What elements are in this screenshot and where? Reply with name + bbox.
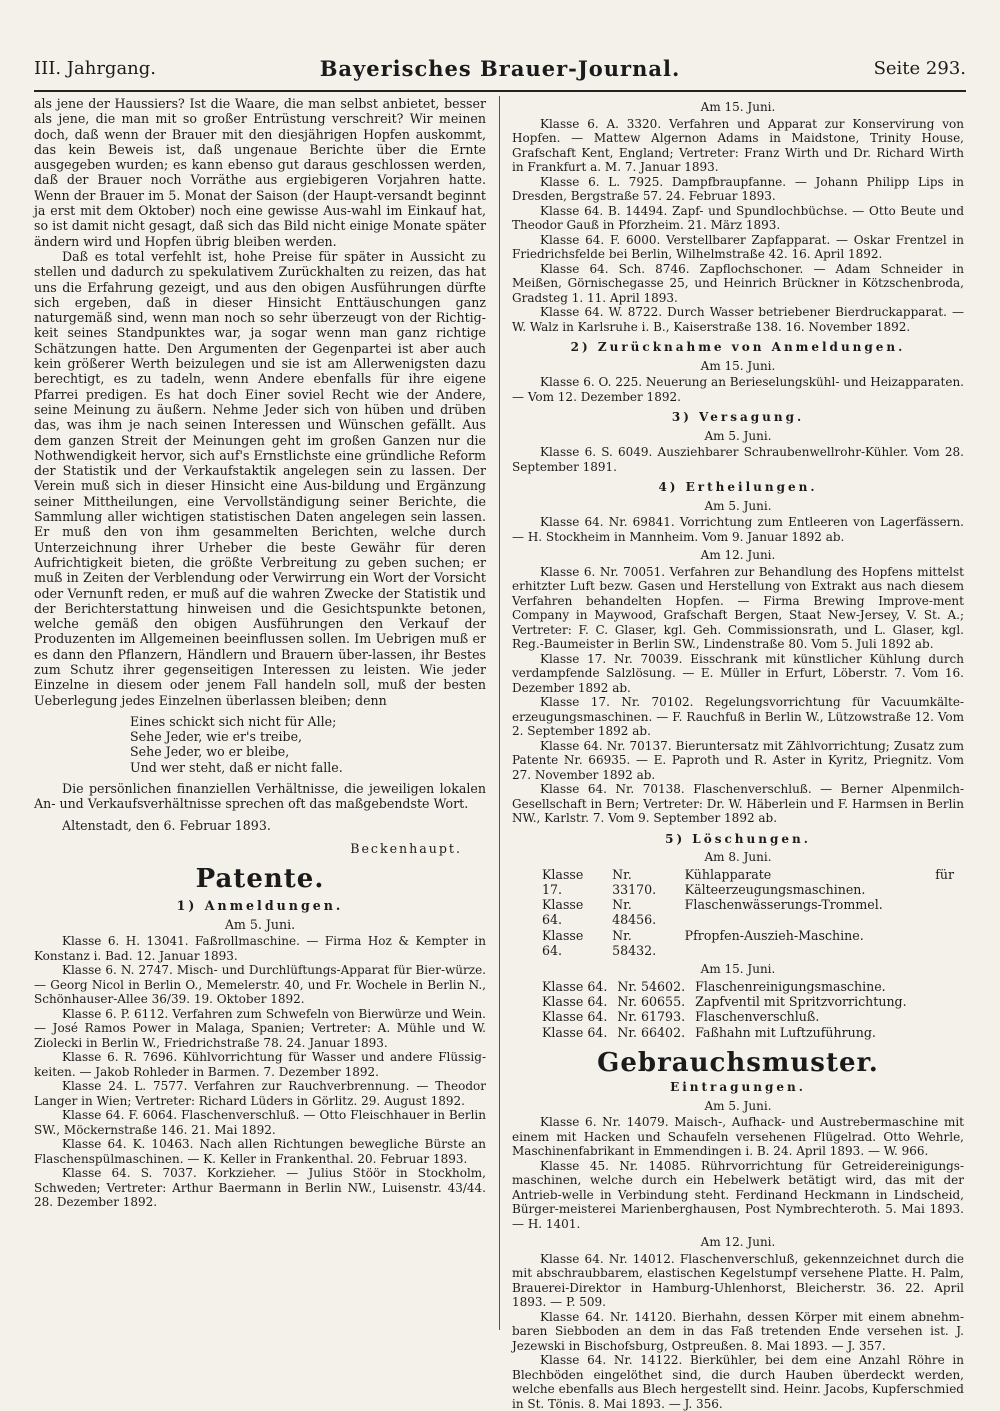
- date-line: Am 12. Juni.: [700, 1235, 776, 1250]
- utility-model-entry: Klasse 45. Nr. 14085. Rührvorrichtung für Getreidereinigungs-maschinen, welche durch ein Hebelwerk betätigt wird, das mit der Antrieb-welle in Verbindung steht. Ferdinand Heckmann in Lindscheid, Bürger-meisterei Marienberghausen, Post Nymbrechteroth. 5. Mai 1893. — H. 1401.: [512, 1158, 964, 1231]
- verse-line: Sehe Jeder, wo er bleibe,: [130, 744, 290, 760]
- number-cell: Nr. 58432.: [612, 927, 657, 958]
- class-cell: Klasse 64.: [542, 978, 608, 994]
- patent-entry: Klasse 6. N. 2747. Misch- und Durchlüftungs-Apparat für Bier-würze. — Georg Nicol in Berlin O., Memelerstr. 40, und Fr. Wochele in Berlin N., Schönhauser-Allee 36/39. 19. Oktober 1892.: [34, 963, 486, 1007]
- class-cell: Klasse 17.: [542, 866, 584, 897]
- section-heading-gebrauchsmuster: Gebrauchsmuster.: [597, 1047, 879, 1078]
- verse-line: Und wer steht, daß er nicht falle.: [130, 759, 343, 775]
- number-cell: Nr. 33170.: [612, 866, 657, 897]
- title-cell: Zapfventil mit Spritzvorrichtung.: [695, 994, 907, 1010]
- utility-model-entry: Klasse 64. Nr. 14012. Flaschenverschluß, gekennzeichnet durch die mit abschraubbarem, elastischen Kegelstumpf versehene Platte. H. Palm, Brauerei-Direktor in Hamburg-Uhlenhorst, Bleicherstr. 36. 22. April 1893. — P. 509.: [512, 1251, 964, 1310]
- subsection-heading: 3) Versagung.: [671, 410, 805, 424]
- column-divider: [499, 96, 500, 1330]
- patent-entry: Klasse 64. K. 10463. Nach allen Richtungen bewegliche Bürste an Flaschenspülmaschinen. — K. Keller in Frankenthal. 20. Februar 1893.: [34, 1137, 486, 1166]
- table-row: [542, 1009, 917, 1024]
- page-number: Seite 293.: [873, 58, 966, 79]
- patent-entry: Klasse 6. L. 7925. Dampfbraupfanne. — Johann Philipp Lips in Dresden, Bergstraße 57. 24. Februar 1893.: [512, 174, 964, 203]
- title-cell: Flaschenreinigungsmaschine.: [695, 978, 886, 994]
- patent-entry: Klasse 64. Nr. 70137. Bieruntersatz mit Zählvorrichtung; Zusatz zum Patente Nr. 66935. — E. Paproth und R. Aster in Kyritz, Priegnitz. Vom 27. November 1892 ab.: [512, 738, 964, 782]
- right-column: [512, 96, 964, 1411]
- number-cell: Nr. 61793.: [617, 1009, 686, 1025]
- patent-entry: Klasse 6. P. 6112. Verfahren zum Schwefeln von Bierwürze und Wein. — José Ramos Power in Malaga, Spanien; Vertreter: A. Mühle und W. Ziolecki in Berlin W., Friedrichstraße 78. 24. Januar 1893.: [34, 1006, 486, 1050]
- verse-quote: [130, 714, 486, 775]
- deletions-table: [542, 867, 964, 959]
- title-cell: Flaschenverschluß.: [695, 1009, 820, 1025]
- number-cell: Nr. 60655.: [617, 994, 686, 1010]
- volume-label: III. Jahrgang.: [34, 58, 157, 79]
- class-cell: Klasse 64.: [542, 927, 584, 958]
- table-row: [542, 979, 917, 994]
- patent-entry: Klasse 6. Nr. 70051. Verfahren zur Behandlung des Hopfens mittelst erhitzter Luft bezw. Gasen und Herstellung von Extrakt aus nach diesem Verfahren behandelten Hopfen. — Firma Brewing Improve-ment Company in Maywood, Grafschaft Bergen, Staat New-Jersey, V. St. A.; Vertreter: F. C. Glaser, kgl. Geh. Commissionsrath, und L. Glaser, kgl. Reg.-Baumeister in Berlin SW., Lindenstraße 80. Vom 5. Juli 1892 ab.: [512, 564, 964, 651]
- date-line: Am 12. Juni.: [700, 548, 776, 562]
- patent-entry: Klasse 6. H. 13041. Faßrollmaschine. — Firma Hoz & Kempter in Konstanz i. Bad. 12. Januar 1893.: [34, 934, 486, 963]
- author-signature: Beckenhaupt.: [350, 840, 462, 856]
- title-cell: Faßhahn mit Luftzuführung.: [695, 1024, 876, 1040]
- number-cell: Nr. 54602.: [617, 978, 686, 994]
- verse-line: Sehe Jeder, wie er's treibe,: [130, 729, 303, 745]
- table-row: [542, 897, 964, 928]
- patent-entry: Klasse 17. Nr. 70102. Regelungsvorrichtung für Vacuumkälte-erzeugungsmaschinen. — F. Rauchfuß in Berlin W., Lützowstraße 12. Vom 2. September 1892 ab.: [512, 695, 964, 738]
- date-line: Am 5. Juni.: [704, 1098, 772, 1113]
- patent-entry: Klasse 6. R. 7696. Kühlvorrichtung für Wasser und andere Flüssig-keiten. — Jakob Rohleder in Barmen. 7. Dezember 1892.: [34, 1050, 486, 1079]
- number-cell: Nr. 66402.: [617, 1024, 686, 1040]
- class-cell: Klasse 64.: [542, 1024, 608, 1040]
- patent-entry: Klasse 6. A. 3320. Verfahren und Apparat zur Konservirung von Hopfen. — Mattew Algernon Adams in Maidstone, Trinity House, Grafschaft Kent, England; Vertreter: Franz Wirth und Dr. Richard Wirth in Frankfurt a. M. 7. Januar 1893.: [512, 116, 964, 174]
- table-row: [542, 994, 917, 1009]
- patent-entry: Klasse 64. W. 8722. Durch Wasser betriebener Bierdruckapparat. — W. Walz in Karlsruhe i. B., Kaiserstraße 138. 16. November 1892.: [512, 305, 964, 334]
- place-date: Altenstadt, den 6. Februar 1893.: [62, 817, 271, 833]
- deletions-table: [542, 979, 917, 1040]
- date-line: Am 15. Juni.: [700, 962, 776, 977]
- date-line: Am 15. Juni.: [700, 358, 776, 373]
- title-cell: Flaschenwässerungs-Trommel.: [684, 897, 883, 913]
- patent-entry: Klasse 64. F. 6064. Flaschenverschluß. — Otto Fleischhauer in Berlin SW., Möckernstraße 146. 21. Mai 1892.: [34, 1108, 486, 1137]
- left-column: [34, 96, 486, 1210]
- verse-line: Eines schickt sich nicht für Alle;: [130, 713, 337, 729]
- article-paragraph: als jene der Haussiers? Ist die Waare, die man selbst anbietet, besser als jene, die man mit so großer Entrüstung verschreit? Wir meinen doch, daß wenn der Brauer mit den diesjährigen Hopfen auskommt, das kein Beweis ist, daß ungenaue Berichte über die Ernte ausgegeben wurden; es kann ebenso gut daraus geschlossen werden, daß der Brauer noch Vorräthe aus ergiebigeren Vorjahren hatte. Wenn der Brauer im 5. Monat der Saison (der Haupt-versandt beginnt ja erst mit dem Oktober) noch eine gewisse Aus-wahl im Einkauf hat, so ist damit nicht gesagt, daß sich das Bild nicht einige Monate später ändern wird und Hopfen übrig bleiben werden.: [34, 96, 486, 249]
- date-line: Am 5. Juni.: [224, 916, 296, 932]
- patent-entry: Klasse 6. O. 225. Neuerung an Berieselungskühl- und Heizapparaten. — Vom 12. Dezember 1892.: [512, 375, 964, 404]
- subsection-heading: 4) Ertheilungen.: [658, 480, 818, 494]
- title-cell: Kühlapparate für Kälteerzeugungsmaschinen.: [684, 866, 954, 897]
- class-cell: Klasse 64.: [542, 897, 584, 928]
- utility-model-entry: Klasse 6. Nr. 14079. Maisch-, Aufhack- und Austrebermaschine mit einem mit Hacken und Schaufeln versehenen Flügelrad. Otto Wehrle, Maschinenfabrikant in Emmendingen i. B. 24. April 1893. — W. 966.: [512, 1115, 964, 1159]
- table-row: [542, 867, 964, 898]
- closing-paragraph: Die persönlichen finanziellen Verhältnisse, die jeweiligen lokalen An- und Verkaufsverhältnisse sprechen oft das maßgebendste Wort.: [34, 781, 486, 812]
- date-line: Am 5. Juni.: [704, 428, 772, 443]
- journal-title: Bayerisches Brauer-Journal.: [319, 56, 681, 81]
- title-cell: Pfropfen-Auszieh-Maschine.: [684, 927, 864, 943]
- patent-entry: Klasse 64. Nr. 70138. Flaschenverschluß. — Berner Alpenmilch-Gesellschaft in Bern; Vertreter: Dr. W. Häberlein und F. Harmsen in Berlin NW., Karlstr. 7. Vom 9. September 1892 ab.: [512, 782, 964, 825]
- header-rule: [34, 90, 966, 92]
- subsection-heading: 2) Zurücknahme von Anmeldungen.: [570, 340, 906, 354]
- class-cell: Klasse 64.: [542, 1009, 608, 1025]
- subsection-heading: 5) Löschungen.: [665, 831, 811, 846]
- table-row: [542, 1025, 917, 1040]
- article-paragraph: Daß es total verfehlt ist, hohe Preise für später in Aussicht zu stellen und dadurch zu spekulativem Zurückhalten zu reizen, das hat uns die Erfahrung gezeigt, und aus den obigen Ausführungen dürfte sich ergeben, daß in dieser Hinsicht Enttäuschungen ganz naturgemäß sind, wenn man noch so sehr überzeugt von der Richtig-keit seines Standpunktes war, ja sogar wenn man ganz richtige Schätzungen hatte. Den Argumenten der Gegenpartei ist aber auch kein größerer Werth beizulegen und sie ist am Allerwenigsten dazu berechtigt, es zu tadeln, wenn Andere ebenfalls für ihre eigene Pfarrei predigen. Es hat doch Einer soviel Recht wie der Andere, seine Meinung zu äußern. Nehme Jeder sich von hüben und drüben das, was ihm je nach seinen Interessen und Wünschen gefällt. Aus dem ganzen Streit der Meinungen geht im großen Ganzen nur die Nothwendigkeit hervor, sich auf's Ernstlichste eine gründliche Reform der Statistik und der Verkaufstaktik angelegen sein zu lassen. Der Verein muß sich in dieser Hinsicht eine Aus-bildung und Ergänzung seiner Mittheilungen, eine Vervollständigung seiner Berichte, die Sammlung aller wichtigen statistischen Daten angelegen sein lassen. Er muß den von ihm gesammelten Berichten, welche durch Unterzeichnung ihrer Urheber die beste Gewähr für deren Aufrichtigkeit bieten, die größte Verbreitung zu geben suchen; er muß in Zeiten der Verblendung oder Verwirrung ein Wort der Vorsicht oder Vernunft reden, er muß auf die wahren Zwecke der Statistik und der Berichterstattung hinweisen und die Gesichtspunkte betonen, welche gemäß den obigen Ausführungen den Verkauf der Produzenten im Allgemeinen beeinflussen sollen. Im Uebrigen muß er es dann den Pflanzern, Händlern und Brauern über-lassen, ihr Bestes zum Schutz ihrer gegenseitigen Interessen zu leisten. Wie jeder Einzelne in diesem oder jenem Fall handeln soll, muß der besten Ueberlegung jedes Einzelnen überlassen bleiben; denn: [34, 248, 486, 708]
- patent-entry: Klasse 64. Sch. 8746. Zapflochschoner. — Adam Schneider in Meißen, Görnischegasse 25, und Heinrich Brückner in Kötzschenbroda, Gradsteg 1. 11. April 1893.: [512, 261, 964, 305]
- patent-entry: Klasse 6. S. 6049. Ausziehbarer Schraubenwellrohr-Kühler. Vom 28. September 1891.: [512, 445, 964, 474]
- subsection-heading: 1) Anmeldungen.: [176, 897, 344, 913]
- utility-model-entry: Klasse 64. Nr. 14122. Bierkühler, bei dem eine Anzahl Röhre in Blechböden eingelöthet sind, die durch Hauben überdeckt werden, welche ebenfalls aus Blech hergestellt sind. Heinr. Jacobs, Kupferschmied in St. Tönis. 8. Mai 1893. — J. 356.: [512, 1353, 964, 1411]
- patent-entry: Klasse 64. F. 6000. Verstellbarer Zapfapparat. — Oskar Frentzel in Friedrichsfelde bei Berlin, Wilhelmstraße 42. 16. April 1892.: [512, 232, 964, 261]
- patent-entry: Klasse 17. Nr. 70039. Eisschrank mit künstlicher Kühlung durch verdampfende Salzlösung. — E. Müller in Erfurt, Löberstr. 7. Vom 16. Dezember 1892 ab.: [512, 651, 964, 695]
- date-line: Am 8. Juni.: [704, 850, 772, 864]
- patent-entry: Klasse 24. L. 7577. Verfahren zur Rauchverbrennung. — Theodor Langer in Wien; Vertreter: Richard Lüders in Görlitz. 29. August 1892.: [34, 1079, 486, 1108]
- subsection-heading: Eintragungen.: [670, 1080, 806, 1095]
- patent-entry: Klasse 64. S. 7037. Korkzieher. — Julius Stöör in Stockholm, Schweden; Vertreter: Arthur Baermann in Berlin NW., Luisenstr. 43/44. 28. Dezember 1892.: [34, 1166, 486, 1210]
- patent-entry: Klasse 64. B. 14494. Zapf- und Spundlochbüchse. — Otto Beute und Theodor Gauß in Pforzheim. 21. März 1893.: [512, 203, 964, 232]
- utility-model-entry: Klasse 64. Nr. 14120. Bierhahn, dessen Körper mit einem abnehm-baren Siebboden an dem in das Faß tretenden Ende versehen ist. J. Jezewski in Bischofsburg, Ostpreußen. 8. Mai 1893. — J. 357.: [512, 1309, 964, 1353]
- page-header: [34, 58, 966, 88]
- class-cell: Klasse 64.: [542, 994, 608, 1010]
- date-line: Am 5. Juni.: [704, 498, 772, 513]
- section-heading-patente: Patente.: [195, 864, 325, 895]
- number-cell: Nr. 48456.: [612, 897, 657, 928]
- date-line: Am 15. Juni.: [700, 100, 776, 114]
- patent-entry: Klasse 64. Nr. 69841. Vorrichtung zum Entleeren von Lagerfässern. — H. Stockheim in Mannheim. Vom 9. Januar 1892 ab.: [512, 515, 964, 544]
- table-row: [542, 928, 964, 959]
